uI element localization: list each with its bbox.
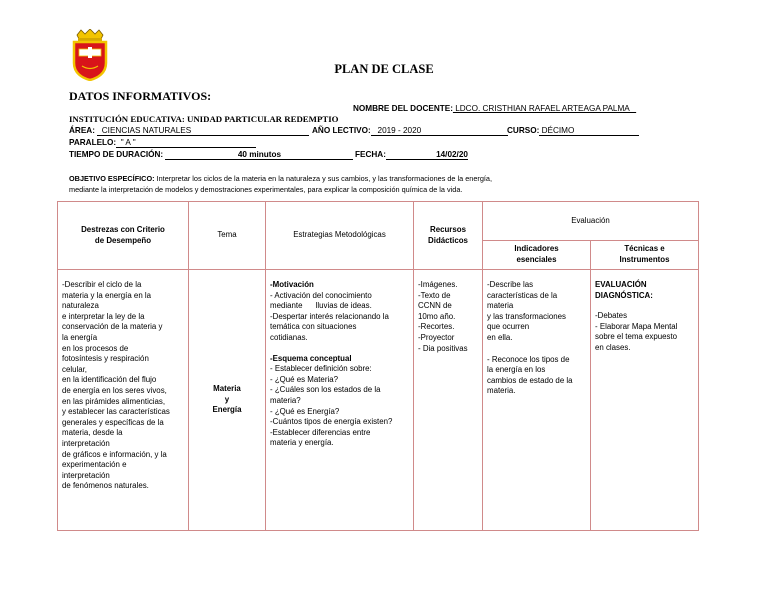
motivacion-text	[270, 291, 409, 344]
docente-value: LDCO. CRISTHIAN RAFAEL ARTEAGA PALMA	[452, 104, 637, 113]
text-line: - Reconoce los tipos de	[487, 354, 570, 364]
esquema-text	[270, 364, 409, 449]
text-line: -Proyector	[418, 332, 455, 342]
text-line: Materia	[213, 384, 241, 394]
area-value: CIENCIAS NATURALES	[97, 126, 309, 136]
docente-label: NOMBRE DEL DOCENTE:	[353, 104, 453, 113]
text-line: de energía en los seres vivos,	[62, 385, 167, 395]
docente-line	[353, 104, 636, 113]
esquema-title: -Esquema conceptual	[270, 353, 352, 363]
text-line: y	[224, 394, 230, 404]
paralelo-label: PARALELO:	[69, 138, 117, 147]
cell-recursos	[414, 270, 483, 531]
text-line: características de la	[487, 290, 558, 300]
fecha-line	[355, 150, 468, 160]
text-line: y las transformaciones	[487, 311, 566, 321]
area-line	[69, 126, 309, 136]
cell-estrategias	[266, 270, 414, 531]
curso-label: CURSO:	[507, 126, 540, 135]
fecha-label: FECHA:	[355, 150, 386, 159]
indicadores-text-a	[487, 280, 586, 344]
text-line: -Recortes.	[418, 322, 455, 332]
objetivo-block	[69, 173, 709, 195]
paralelo-value: " A "	[116, 138, 256, 148]
text-line: cotidianas.	[270, 332, 308, 342]
objetivo-text-2: mediante la interpretación de modelos y demostraciones experimentales, para explicar la composición química de la vida.	[69, 185, 463, 194]
text-line: materia	[487, 301, 514, 311]
text-line: -Establecer diferencias entre	[270, 427, 371, 437]
objetivo-label: OBJETIVO ESPECÍFICO:	[69, 174, 155, 183]
text-line: - ¿Cuáles son los estados de la	[270, 385, 381, 395]
header-tecnicas: Técnicas e Instrumentos	[591, 241, 699, 270]
tiempo-label: TIEMPO DE DURACIÓN:	[69, 150, 166, 159]
text-line: -Despertar interés relacionando la	[270, 311, 389, 321]
header-estrategias: Estrategias Metodológicas	[266, 202, 414, 270]
plan-table	[57, 201, 699, 531]
tecnicas-title	[595, 280, 694, 301]
objetivo-text-1: Interpretar los ciclos de la materia en la naturaleza y sus cambios, y las transformaciones de la energía,	[154, 174, 493, 183]
tiempo-line	[69, 150, 353, 160]
text-line: -Imágenes.	[418, 280, 458, 289]
text-line: -Describe las	[487, 280, 534, 289]
text-line: generales y específicas de la	[62, 417, 164, 427]
institucion-line: INSTITUCIÓN EDUCATIVA: UNIDAD PARTICULAR REDEMPTIO	[69, 114, 339, 124]
text-line: cambios de estado de la	[487, 375, 573, 385]
area-label: ÁREA:	[69, 126, 98, 135]
page-title: PLAN DE CLASE	[334, 62, 434, 76]
text-line: materia.	[487, 386, 516, 396]
tiempo-value: 40 minutos	[165, 150, 353, 160]
header-tema: Tema	[189, 202, 266, 270]
text-line: materia?	[270, 395, 301, 405]
text-line: - Dia positivas	[418, 343, 468, 353]
cell-tema	[189, 270, 266, 531]
text-line: - Elaborar Mapa Mental	[595, 321, 678, 331]
table-header-row	[58, 202, 699, 241]
text-line: - ¿Qué es Materia?	[270, 374, 338, 384]
text-line: la energía	[62, 332, 98, 342]
text-line: conservación de la materia y	[62, 322, 163, 332]
text-line: de fenómenos naturales.	[62, 481, 149, 491]
fecha-value: 14/02/20	[386, 150, 468, 160]
text-line: que ocurren	[487, 322, 530, 332]
text-line: - ¿Qué es Energía?	[270, 406, 340, 416]
text-line: naturaleza	[62, 301, 99, 311]
text-line: celular,	[62, 364, 88, 374]
text-line: y establecer las características	[62, 407, 170, 417]
header-evaluacion: Evaluación	[483, 202, 699, 241]
text-line: en clases.	[595, 342, 631, 352]
cell-tecnicas	[591, 270, 699, 531]
destrezas-text	[58, 270, 188, 492]
text-line: temática con situaciones	[270, 322, 357, 332]
anio-value: 2019 - 2020	[371, 126, 508, 136]
text-line: en las pirámides alimenticias,	[62, 396, 166, 406]
anio-label: AÑO LECTIVO:	[312, 126, 371, 135]
text-line: e interpretar la ley de la	[62, 311, 145, 321]
tema-text	[189, 384, 265, 416]
text-line: - Establecer definición sobre:	[270, 364, 372, 374]
text-line: - Activación del conocimiento	[270, 290, 372, 300]
text-line: en ella.	[487, 332, 513, 342]
cell-indicadores	[483, 270, 591, 531]
text-line: EVALUACIÓN	[595, 280, 647, 289]
text-line: experimentación e	[62, 460, 127, 470]
curso-line	[507, 126, 639, 136]
anio-line	[312, 126, 508, 136]
text-line: -Describir el ciclo de la	[62, 280, 142, 289]
text-line: interpretación	[62, 438, 110, 448]
section-heading-datos: DATOS INFORMATIVOS:	[69, 89, 212, 103]
text-line: fotosíntesis y respiración	[62, 354, 149, 364]
paralelo-line	[69, 138, 256, 148]
recursos-text	[414, 270, 482, 354]
text-line: materia y energía.	[270, 438, 334, 448]
text-line: en la identificación del flujo	[62, 375, 157, 385]
text-line: DIAGNÓSTICA:	[595, 290, 653, 300]
text-line: -Debates	[595, 311, 628, 321]
text-line: en los procesos de	[62, 343, 129, 353]
tecnicas-text	[595, 311, 694, 353]
text-line: 10mo año.	[418, 311, 456, 321]
table-row	[58, 270, 699, 531]
text-line: la energía en los	[487, 365, 546, 375]
text-line: materia y la energía en la	[62, 290, 152, 300]
motivacion-title: -Motivación	[270, 280, 314, 289]
text-line: -Cuántos tipos de energía existen?	[270, 417, 393, 427]
text-line: -Texto de	[418, 290, 451, 300]
text-line: mediante lluvias de ideas.	[270, 301, 372, 311]
cell-destrezas	[58, 270, 189, 531]
header-indicadores: Indicadores esenciales	[483, 241, 591, 270]
header-destrezas: Destrezas con Criterio de Desempeño	[58, 202, 189, 270]
text-line: Energía	[212, 405, 242, 415]
header-recursos: Recursos Didácticos	[414, 202, 483, 270]
text-line: sobre el tema expuesto	[595, 332, 678, 342]
indicadores-text-b	[487, 355, 586, 397]
text-line: materia, desde la	[62, 428, 123, 438]
curso-value: DÉCIMO	[539, 126, 639, 136]
text-line: CCNN de	[418, 301, 452, 311]
text-line: de gráficos e información, y la	[62, 449, 167, 459]
text-line: interpretación	[62, 470, 110, 480]
